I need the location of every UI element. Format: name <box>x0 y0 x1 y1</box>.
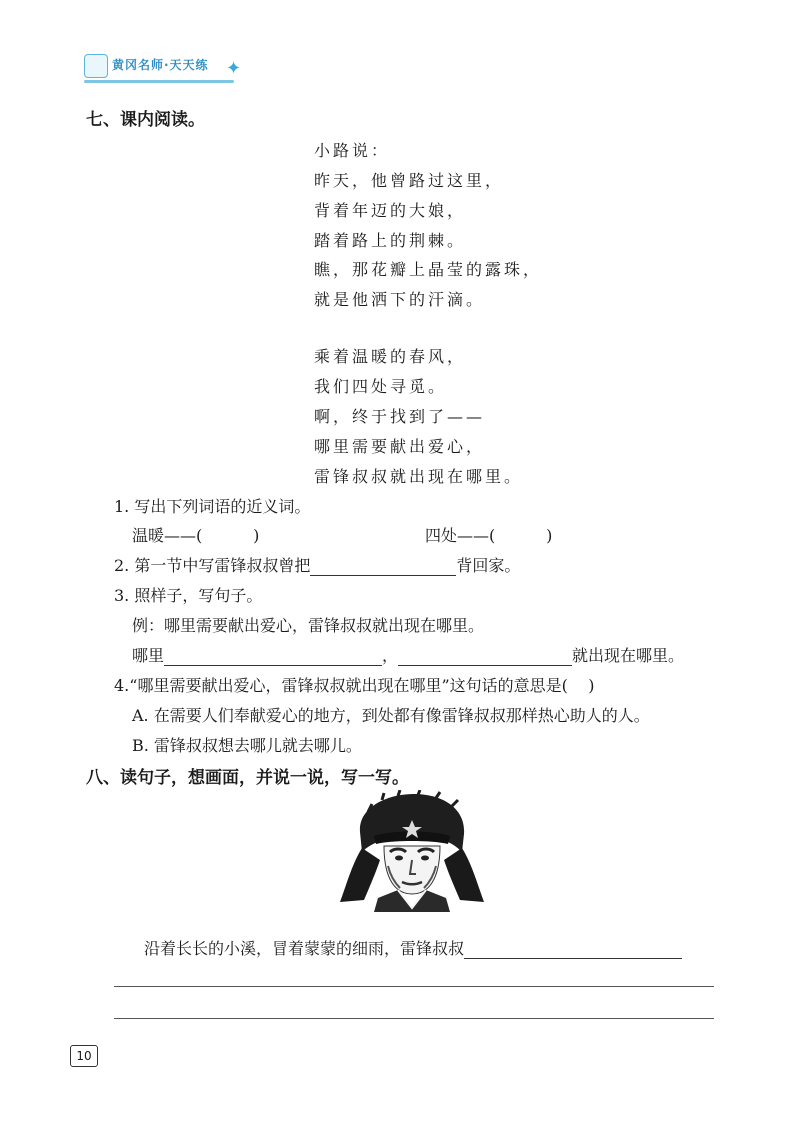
writing-prompt <box>144 936 682 959</box>
q3-answer-blank-1[interactable] <box>164 647 382 666</box>
poem-line: 哪里需要献出爱心， <box>314 437 486 456</box>
q4-option-b: B. 雷锋叔叔想去哪儿就去哪儿。 <box>132 736 362 755</box>
q1-answer-blank-1[interactable]: ( ) <box>196 526 260 545</box>
section7-title: 七、课内阅读。 <box>86 110 205 130</box>
lei-feng-portrait <box>338 790 486 912</box>
q1-item-2 <box>425 523 552 546</box>
q2 <box>114 553 520 576</box>
writing-prompt-text: 沿着长长的小溪，冒着蒙蒙的细雨，雷锋叔叔 <box>144 939 465 958</box>
q4-option-a: A. 在需要人们奉献爱心的地方，到处都有像雷锋叔叔那样热心助人的人。 <box>132 706 650 725</box>
q1-prompt: 1. 写出下列词语的近义词。 <box>114 497 311 516</box>
q3-comma: ， <box>382 646 399 665</box>
q1-word1: 温暖—— <box>132 526 197 545</box>
section8-title: 八、读句子，想画面，并说一说，写一写。 <box>86 768 409 788</box>
brand-title: 黄冈名师·天天练 <box>112 58 209 72</box>
q1-item-1 <box>132 523 259 546</box>
q4-answer-blank[interactable]: ( ) <box>561 676 595 695</box>
poem-line: 雷锋叔叔就出现在哪里。 <box>314 467 524 486</box>
poem-line: 瞧，那花瓣上晶莹的露珠， <box>314 260 543 279</box>
poem-line: 就是他洒下的汗滴。 <box>314 290 486 309</box>
q3-answer-line <box>132 643 684 666</box>
q1-answer-blank-2[interactable]: ( ) <box>489 526 553 545</box>
brand-logo-icon <box>84 54 108 78</box>
writing-line-2[interactable] <box>114 1018 714 1019</box>
q3-prompt: 3. 照样子，写句子。 <box>114 586 263 605</box>
q3-answer-blank-2[interactable] <box>398 647 572 666</box>
q2-prefix: 2. 第一节中写雷锋叔叔曾把 <box>114 556 311 575</box>
q3-end: 就出现在哪里。 <box>572 646 685 665</box>
star-icon: ✦ <box>226 58 242 79</box>
page-number: 10 <box>70 1045 98 1067</box>
q3-example: 例：哪里需要献出爱心，雷锋叔叔就出现在哪里。 <box>132 616 485 635</box>
q4-prompt: 4.“哪里需要献出爱心，雷锋叔叔就出现在哪里”这句话的意思是 <box>114 676 562 695</box>
poem-line: 昨天，他曾路过这里， <box>314 171 505 190</box>
q4 <box>114 673 594 696</box>
header-underline <box>84 80 234 83</box>
poem-line: 乘着温暖的春风， <box>314 347 467 366</box>
poem-line: 背着年迈的大娘， <box>314 201 467 220</box>
q2-suffix: 背回家。 <box>456 556 521 575</box>
poem-line: 小路说： <box>314 141 391 160</box>
writing-line-1[interactable] <box>114 986 714 987</box>
writing-answer-blank[interactable] <box>464 940 682 959</box>
poem-line: 我们四处寻觅。 <box>314 377 448 396</box>
q3-start: 哪里 <box>132 646 165 665</box>
poem-line: 啊，终于找到了—— <box>314 407 486 426</box>
q2-answer-blank[interactable] <box>310 557 456 576</box>
poem-line: 踏着路上的荆棘。 <box>314 231 467 250</box>
q1-word2: 四处—— <box>425 526 490 545</box>
